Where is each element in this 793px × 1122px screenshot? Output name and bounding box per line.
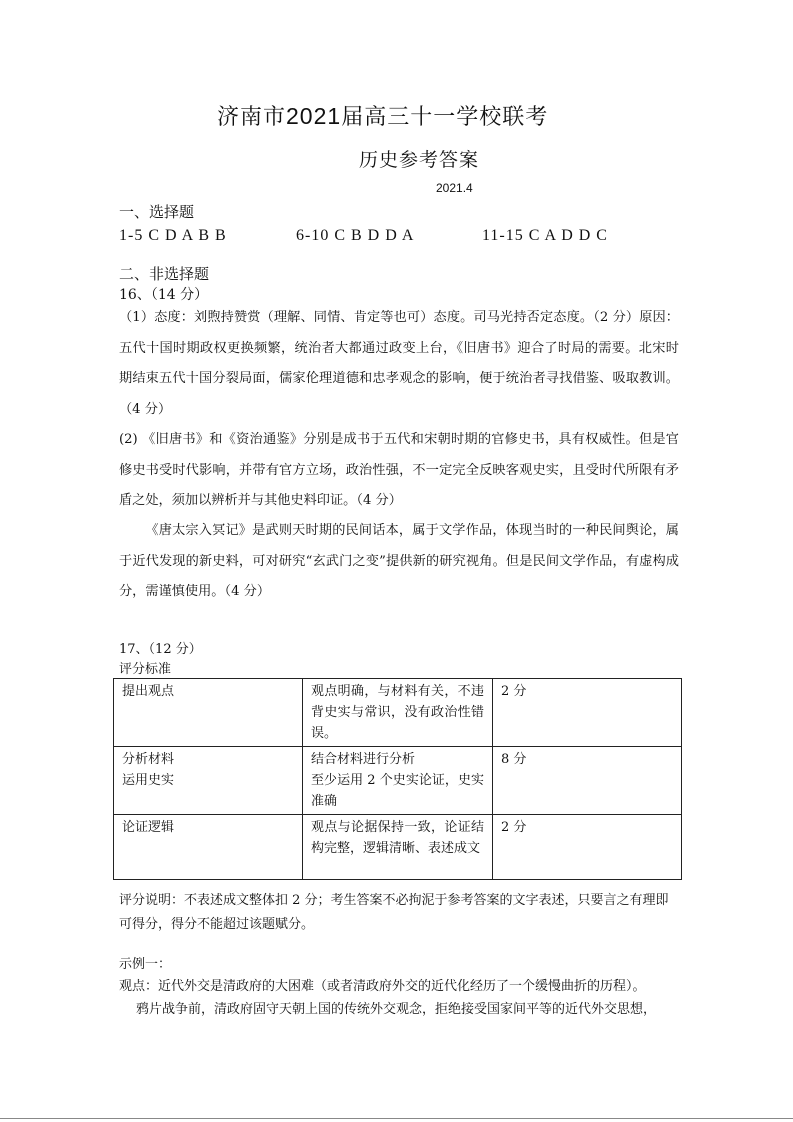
document-subtitle: 历史参考答案 bbox=[359, 149, 480, 171]
scoring-table bbox=[113, 678, 682, 880]
question-16-label: 16、（14 分） bbox=[119, 287, 209, 303]
question-17-label: 17、（12 分） bbox=[119, 642, 202, 657]
answers-11-15: 11-15 C A D D C bbox=[482, 227, 608, 244]
section-1-heading: 一、选择题 bbox=[119, 203, 195, 221]
criteria-desc: 结合材料进行分析 至少运用 2 个史实论证，史实准确 bbox=[303, 747, 493, 815]
section-2-heading: 二、非选择题 bbox=[119, 265, 210, 283]
criteria-desc: 观点明确，与材料有关，不违背史实与常识，没有政治性错误。 bbox=[303, 679, 493, 747]
answers-6-10: 6-10 C B D D A bbox=[296, 227, 415, 244]
example-body: 鸦片战争前，清政府固守天朝上国的传统外交观念，拒绝接受国家间平等的近代外交思想， bbox=[136, 1002, 657, 1017]
criteria-score: 8 分 bbox=[493, 747, 682, 815]
table-row bbox=[114, 815, 682, 880]
criteria-title: 评分标准 bbox=[119, 662, 172, 677]
table-row bbox=[114, 747, 682, 815]
q16-part1-answer: （1）态度：刘煦持赞赏（理解、同情、肯定等也可）态度。司马光持否定态度。（2 分）原因：五代十国时期政权更换频繁，统治者大都通过政变上台，《旧唐书》迎合了时局的需要。北宋时期结束五代十国分裂局面，儒家伦理道德和忠孝观念的影响，便于统治者寻找借鉴、吸取教训。（4 分） bbox=[119, 310, 679, 417]
document-title: 济南市2021届高三十一学校联考 bbox=[217, 103, 549, 130]
criteria-item: 提出观点 bbox=[114, 679, 303, 747]
page-bottom-divider bbox=[0, 1118, 793, 1119]
title-year: 2021 bbox=[286, 103, 342, 129]
criteria-item: 分析材料 运用史实 bbox=[114, 747, 303, 815]
criteria-score: 2 分 bbox=[493, 679, 682, 747]
criteria-desc: 观点与论据保持一致，论证结构完整，逻辑清晰、表述成文 bbox=[303, 815, 493, 880]
scoring-note: 评分说明：不表述成文整体扣 2 分；考生答案不必拘泥于参考答案的文字表述，只要言之有理即可得分，得分不能超过该题赋分。 bbox=[119, 893, 669, 932]
example-viewpoint: 观点：近代外交是清政府的大困难（或者清政府外交的近代化经历了一个缓慢曲折的历程）。 bbox=[119, 979, 646, 994]
q16-part2-answer: (2) 《旧唐书》和《资治通鉴》分别是成书于五代和宋朝时期的官修史书，具有权威性。但是官修史书受时代影响，并带有官方立场，政治性强，不一定完全反映客观史实，且受时代所限有矛盾之处，须加以辨析并与其他史料印证。（4 分） bbox=[119, 432, 679, 508]
criteria-item: 论证逻辑 bbox=[114, 815, 303, 880]
criteria-score: 2 分 bbox=[493, 815, 682, 880]
q16-part2-answer-cont: 《唐太宗入冥记》是武则天时期的民间话本，属于文学作品，体现当时的一种民间舆论，属于近代发现的新史料，可对研究“玄武门之变”提供新的研究视角。但是民间文学作品，有虚构成分，需谨慎使用。（4 分） bbox=[119, 523, 679, 599]
answers-1-5: 1-5 C D A B B bbox=[119, 227, 227, 244]
example-title: 示例一： bbox=[119, 957, 172, 972]
table-row bbox=[114, 679, 682, 747]
document-date: 2021.4 bbox=[436, 181, 473, 195]
